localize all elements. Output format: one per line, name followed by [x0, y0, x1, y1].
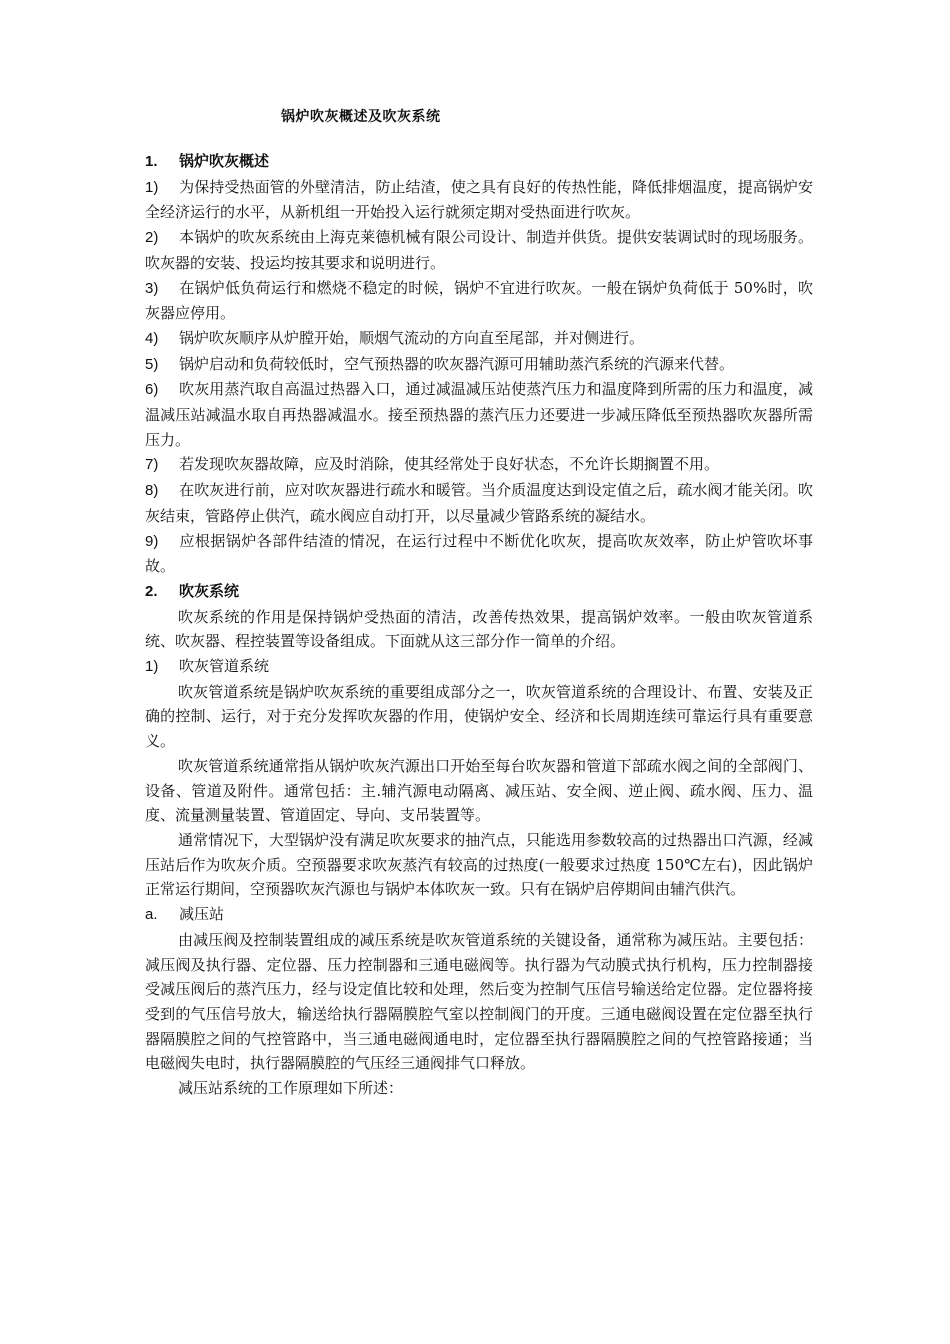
list-item: [145, 175, 813, 225]
paragraph: 吹灰管道系统是锅炉吹灰系统的重要组成部分之一，吹灰管道系统的合理设计、布置、安装及正确的控制、运行，对于充分发挥吹灰器的作用，使锅炉安全、经济和长周期连续可靠运行具有重要意义。: [145, 682, 813, 751]
subsection-number: a.: [145, 906, 158, 924]
list-item: [145, 529, 813, 579]
section-2-intro: 吹灰系统的作用是保持锅炉受热面的清洁，改善传热效果，提高锅炉效率。一般由吹灰管道系统、吹灰器、程控装置等设备组成。下面就从这三部分作一简单的介绍。: [145, 607, 813, 651]
list-item-text: 为保持受热面管的外壁清洁，防止结渣，使之具有良好的传热性能，降低排烟温度，提高锅炉安全经济运行的水平，从新机组一开始投入运行就须定期对受热面进行吹灰。: [145, 177, 813, 222]
list-item-number: 2): [145, 229, 159, 247]
list-item-text: 在锅炉低负荷运行和燃烧不稳定的时候，锅炉不宜进行吹灰。一般在锅炉负荷低于 50%时，吹灰器应停用。: [145, 278, 813, 323]
paragraph: 通常情况下，大型锅炉没有满足吹灰要求的抽汽点，只能选用参数较高的过热器出口汽源，经减压站后作为吹灰介质。空预器要求吹灰蒸汽有较高的过热度(一般要求过热度 150℃左右)，因此锅炉正常运行期间，空预器吹灰汽源也与锅炉本体吹灰一致。只有在锅炉启停期间由辅汽供汽。: [145, 830, 813, 899]
section-1-heading: [145, 149, 813, 175]
document-body: [145, 149, 813, 1101]
list-item: [145, 352, 813, 378]
subsection-heading: [145, 654, 813, 680]
list-item-number: 8): [145, 482, 159, 500]
subsection-title: 减压站: [179, 905, 225, 924]
list-item-number: 5): [145, 355, 159, 373]
section-2-number: 2.: [145, 582, 158, 600]
subsection-title: 吹灰管道系统: [179, 657, 270, 676]
subsection-number: 1): [145, 658, 159, 676]
paragraph: 吹灰管道系统通常指从锅炉吹灰汽源出口开始至每台吹灰器和管道下部疏水阀之间的全部阀门、设备、管道及附件。通常包括：主.辅汽源电动隔离、减压站、安全阀、逆止阀、疏水阀、压力、温度、流量测量装置、管道固定、导向、支吊装置等。: [145, 756, 813, 825]
list-item-number: 1): [145, 178, 159, 196]
list-item-text: 吹灰用蒸汽取自高温过热器入口，通过减温减压站使蒸汽压力和温度降到所需的压力和温度，减温减压站减温水取自再热器减温水。接至预热器的蒸汽压力还要进一步减压降低至预热器吹灰器所需压力。: [145, 380, 813, 449]
subsection-heading: [145, 902, 813, 928]
list-item-number: 6): [145, 381, 159, 399]
paragraph: 减压站系统的工作原理如下所述：: [178, 1079, 404, 1098]
list-item: [145, 377, 813, 452]
list-item-text: 本锅炉的吹灰系统由上海克莱德机械有限公司设计、制造并供货。提供安装调试时的现场服务。吹灰器的安装、投运均按其要求和说明进行。: [145, 228, 813, 272]
list-item-text: 应根据锅炉各部件结渣的情况，在运行过程中不断优化吹灰，提高吹灰效率，防止炉管吹坏事故。: [145, 531, 813, 576]
section-1-title: 锅炉吹灰概述: [179, 152, 270, 170]
list-item: [145, 225, 813, 275]
paragraph: 由减压阀及控制装置组成的减压系统是吹灰管道系统的关键设备，通常称为减压站。主要包括：减压阀及执行器、定位器、压力控制器和三通电磁阀等。执行器为气动膜式执行机构，压力控制器接受减压阀后的蒸汽压力，经与设定值比较和处理，然后变为控制气压信号输送给定位器。定位器将接受到的气压信号放大，输送给执行器隔膜腔气室以控制阀门的开度。三通电磁阀设置在定位器至执行器隔膜腔之间的气控管路中，当三通电磁阀通电时，定位器至执行器隔膜腔之间的气控管路接通；当电磁阀失电时，执行器隔膜腔的气压经三通阀排气口释放。: [145, 930, 813, 1073]
section-1-number: 1.: [145, 153, 158, 170]
list-item-number: 7): [145, 456, 159, 474]
section-2-heading: [145, 579, 813, 605]
list-item: [145, 478, 813, 528]
list-item: [145, 276, 813, 326]
list-item-number: 4): [145, 329, 159, 347]
list-item-number: 9): [145, 532, 159, 550]
section-2-title: 吹灰系统: [179, 581, 240, 600]
list-item-number: 3): [145, 279, 159, 297]
list-item: [145, 452, 813, 478]
list-item-text: 若发现吹灰器故障，应及时消除，使其经常处于良好状态，不允许长期搁置不用。: [179, 455, 720, 474]
list-item-text: 锅炉吹灰顺序从炉膛开始，顺烟气流动的方向直至尾部，并对侧进行。: [179, 328, 645, 347]
list-item-text: 在吹灰进行前，应对吹灰器进行疏水和暖管。当介质温度达到设定值之后，疏水阀才能关闭。吹灰结束，管路停止供汽，疏水阀应自动打开，以尽量减少管路系统的凝结水。: [145, 481, 813, 525]
document-title: 锅炉吹灰概述及吹灰系统: [281, 109, 441, 125]
list-item: [145, 326, 813, 352]
list-item-text: 锅炉启动和负荷较低时，空气预热器的吹灰器汽源可用辅助蒸汽系统的汽源来代替。: [179, 354, 735, 373]
